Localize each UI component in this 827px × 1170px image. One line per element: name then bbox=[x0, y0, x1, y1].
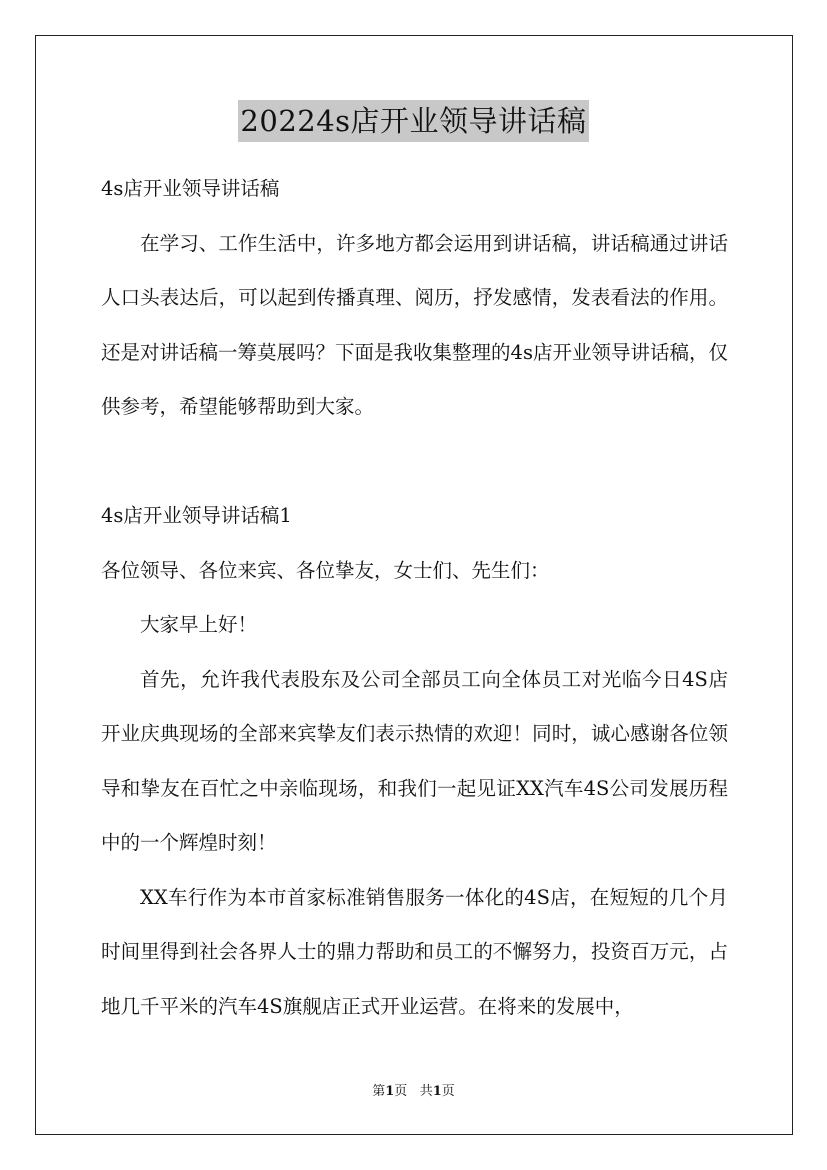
body-paragraph-1: 首先，允许我代表股东及公司全部员工向全体员工对光临今日4S店开业庆典现场的全部来宾挚友们表示热情的欢迎！同时，诚心感谢各位领导和挚友在百忙之中亲临现场，和我们一起见证XX汽车4S公司发展历程中的一个辉煌时刻！ bbox=[101, 667, 728, 854]
main-heading: 4s店开业领导讲话稿 bbox=[101, 177, 280, 200]
total-prefix: 共 bbox=[419, 1084, 433, 1099]
section-heading: 4s店开业领导讲话稿1 bbox=[101, 504, 292, 527]
total-pages: 1 bbox=[432, 1084, 442, 1099]
total-label: 页 bbox=[441, 1084, 455, 1099]
document-body bbox=[101, 162, 728, 1034]
blank-line bbox=[101, 435, 728, 490]
document-title: 20224s店开业领导讲话稿 bbox=[238, 100, 588, 142]
salutation: 各位领导、各位来宾、各位挚友，女士们、先生们： bbox=[101, 558, 550, 582]
greeting: 大家早上好！ bbox=[140, 613, 258, 636]
page-label: 页 bbox=[394, 1084, 408, 1099]
body-paragraph-2: XX车行作为本市首家标准销售服务一体化的4S店，在短短的几个月时间里得到社会各界人士的鼎力帮助和员工的不懈努力，投资百万元，占地几千平米的汽车4S旗舰店正式开业运营。在将来的发展中， bbox=[101, 885, 728, 1018]
page-prefix: 第 bbox=[372, 1084, 386, 1099]
intro-paragraph: 在学习、工作生活中，许多地方都会运用到讲话稿，讲话稿通过讲话人口头表达后，可以起到传播真理、阅历，抒发感情，发表看法的作用。还是对讲话稿一筹莫展吗？下面是我收集整理的4s店开业领导讲话稿，仅供参考，希望能够帮助到大家。 bbox=[101, 231, 728, 418]
page-footer bbox=[0, 1082, 827, 1102]
title-container bbox=[0, 100, 827, 142]
page-number: 1 bbox=[385, 1084, 395, 1099]
